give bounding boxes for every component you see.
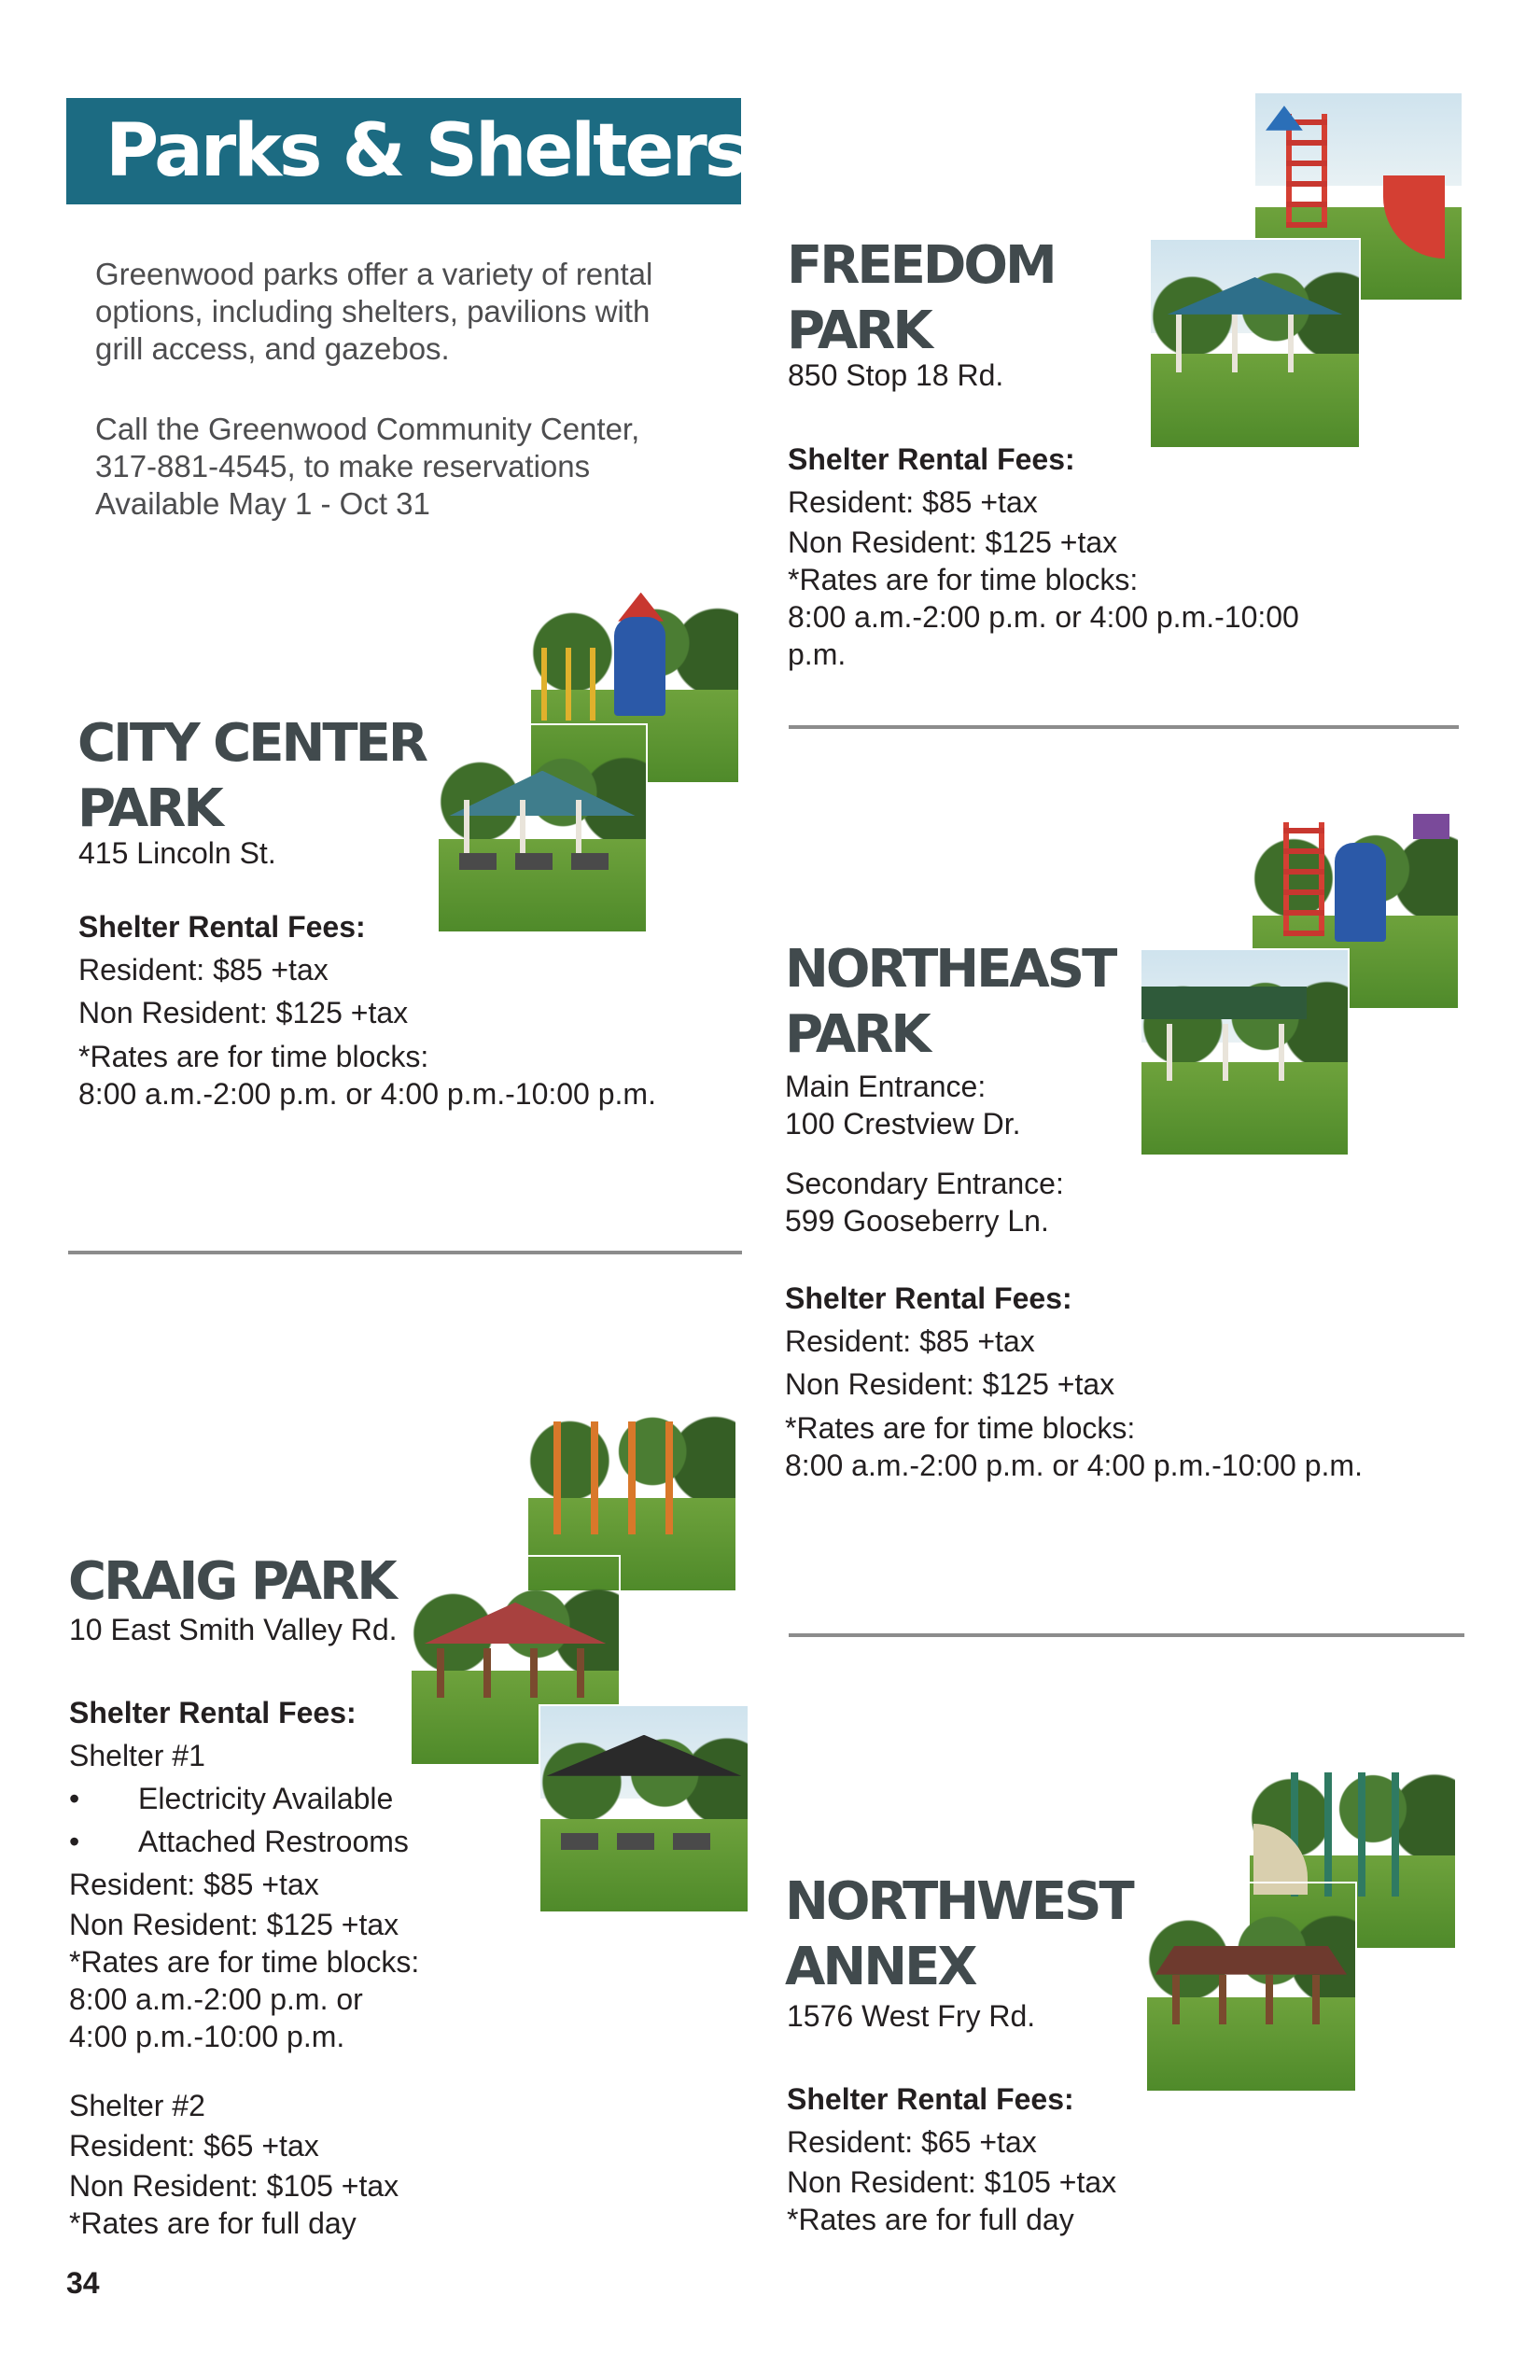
northwest-annex-title: NORTHWEST ANNEX: [785, 1871, 1132, 1997]
fees-header: Shelter Rental Fees:: [787, 2082, 1074, 2116]
freedom-park-address: 850 Stop 18 Rd.: [788, 358, 1004, 392]
feature-list-item: [69, 1777, 536, 1820]
section-divider: [789, 725, 1459, 729]
northeast-park-fees: [785, 1277, 1476, 1484]
resident-fee: Resident: $65 +tax: [787, 2125, 1037, 2159]
craig-park-title: CRAIG PARK: [68, 1551, 395, 1612]
shelter1-non-resident-fee: Non Resident: $125 +tax: [69, 1908, 399, 1941]
freedom-park-shelter-photo: [1149, 238, 1361, 449]
page-number: 34: [66, 2266, 100, 2300]
freedom-park-fees: [788, 438, 1460, 673]
non-resident-fee: Non Resident: $125 +tax: [78, 996, 409, 1029]
rate-note: *Rates are for time blocks: 8:00 a.m.-2:00 p.m. or 4:00 p.m.-10:00 p.m.: [788, 563, 1299, 671]
shelter2-label: Shelter #2: [69, 2089, 205, 2122]
resident-fee: Resident: $85 +tax: [785, 1324, 1035, 1358]
northwest-annex-address: 1576 West Fry Rd.: [787, 1999, 1036, 2033]
shelter2-non-resident-fee: Non Resident: $105 +tax: [69, 2169, 399, 2203]
non-resident-fee: Non Resident: $125 +tax: [788, 525, 1118, 559]
shelter1-label: Shelter #1: [69, 1739, 205, 1772]
craig-park-shelter2-photo: [539, 1704, 749, 1913]
shelter1-resident-fee: Resident: $85 +tax: [69, 1868, 319, 1901]
shelter2-resident-fee: Resident: $65 +tax: [69, 2129, 319, 2163]
city-center-shelter-photo: [437, 723, 648, 933]
page-title: Parks & Shelters: [105, 109, 746, 193]
city-center-park-title: CITY CENTER PARK: [77, 713, 426, 839]
city-center-park-address: 415 Lincoln St.: [78, 836, 276, 870]
rate-note: *Rates are for time blocks: 8:00 a.m.-2:00 p.m. or 4:00 p.m.-10:00 p.m.: [785, 1411, 1363, 1482]
northwest-annex-shelter-photo: [1145, 1882, 1357, 2093]
fees-header: Shelter Rental Fees:: [69, 1696, 357, 1729]
resident-fee: Resident: $85 +tax: [788, 485, 1038, 519]
fees-header: Shelter Rental Fees:: [785, 1281, 1072, 1315]
fees-header: Shelter Rental Fees:: [78, 910, 366, 944]
freedom-park-title: FREEDOM PARK: [787, 235, 1055, 361]
feature-restrooms: Attached Restrooms: [138, 1825, 409, 1858]
intro-block: [95, 256, 730, 523]
northeast-park-main-entrance: Main Entrance: 100 Crestview Dr.: [785, 1070, 1021, 1141]
non-resident-fee: Non Resident: $105 +tax: [787, 2165, 1117, 2199]
section-divider: [68, 1251, 742, 1254]
rate-note: *Rates are for full day: [787, 2203, 1074, 2236]
northeast-park-shelter-photo: [1140, 948, 1350, 1156]
shelter2-rate-note: *Rates are for full day: [69, 2206, 357, 2240]
intro-description: Greenwood parks offer a variety of rental options, including shelters, pavilions with grill access, and gazebos.: [95, 257, 653, 366]
section-divider: [789, 1633, 1464, 1637]
bullet: •: [69, 1825, 80, 1858]
fees-header: Shelter Rental Fees:: [788, 442, 1075, 476]
bullet: •: [69, 1782, 80, 1815]
non-resident-fee: Non Resident: $125 +tax: [785, 1367, 1115, 1401]
intro-contact: Call the Greenwood Community Center, 317-881-4545, to make reservations Available May 1 - Oct 31: [95, 412, 640, 521]
shelter1-rate-note: *Rates are for time blocks: 8:00 a.m.-2:00 p.m. or 4:00 p.m.-10:00 p.m.: [69, 1945, 420, 2053]
page-title-banner: [66, 98, 746, 204]
craig-park-fees: [69, 1691, 536, 2242]
feature-electricity: Electricity Available: [138, 1782, 394, 1815]
resident-fee: Resident: $85 +tax: [78, 953, 329, 987]
northeast-park-title: NORTHEAST PARK: [785, 939, 1115, 1065]
craig-park-address: 10 East Smith Valley Rd.: [69, 1613, 398, 1646]
rate-note: *Rates are for time blocks: 8:00 a.m.-2:00 p.m. or 4:00 p.m.-10:00 p.m.: [78, 1040, 656, 1111]
feature-list-item: [69, 1820, 536, 1863]
northeast-park-secondary-entrance: Secondary Entrance: 599 Gooseberry Ln.: [785, 1167, 1064, 1238]
northwest-annex-fees: [787, 2078, 1347, 2238]
city-center-park-fees: [78, 905, 732, 1113]
